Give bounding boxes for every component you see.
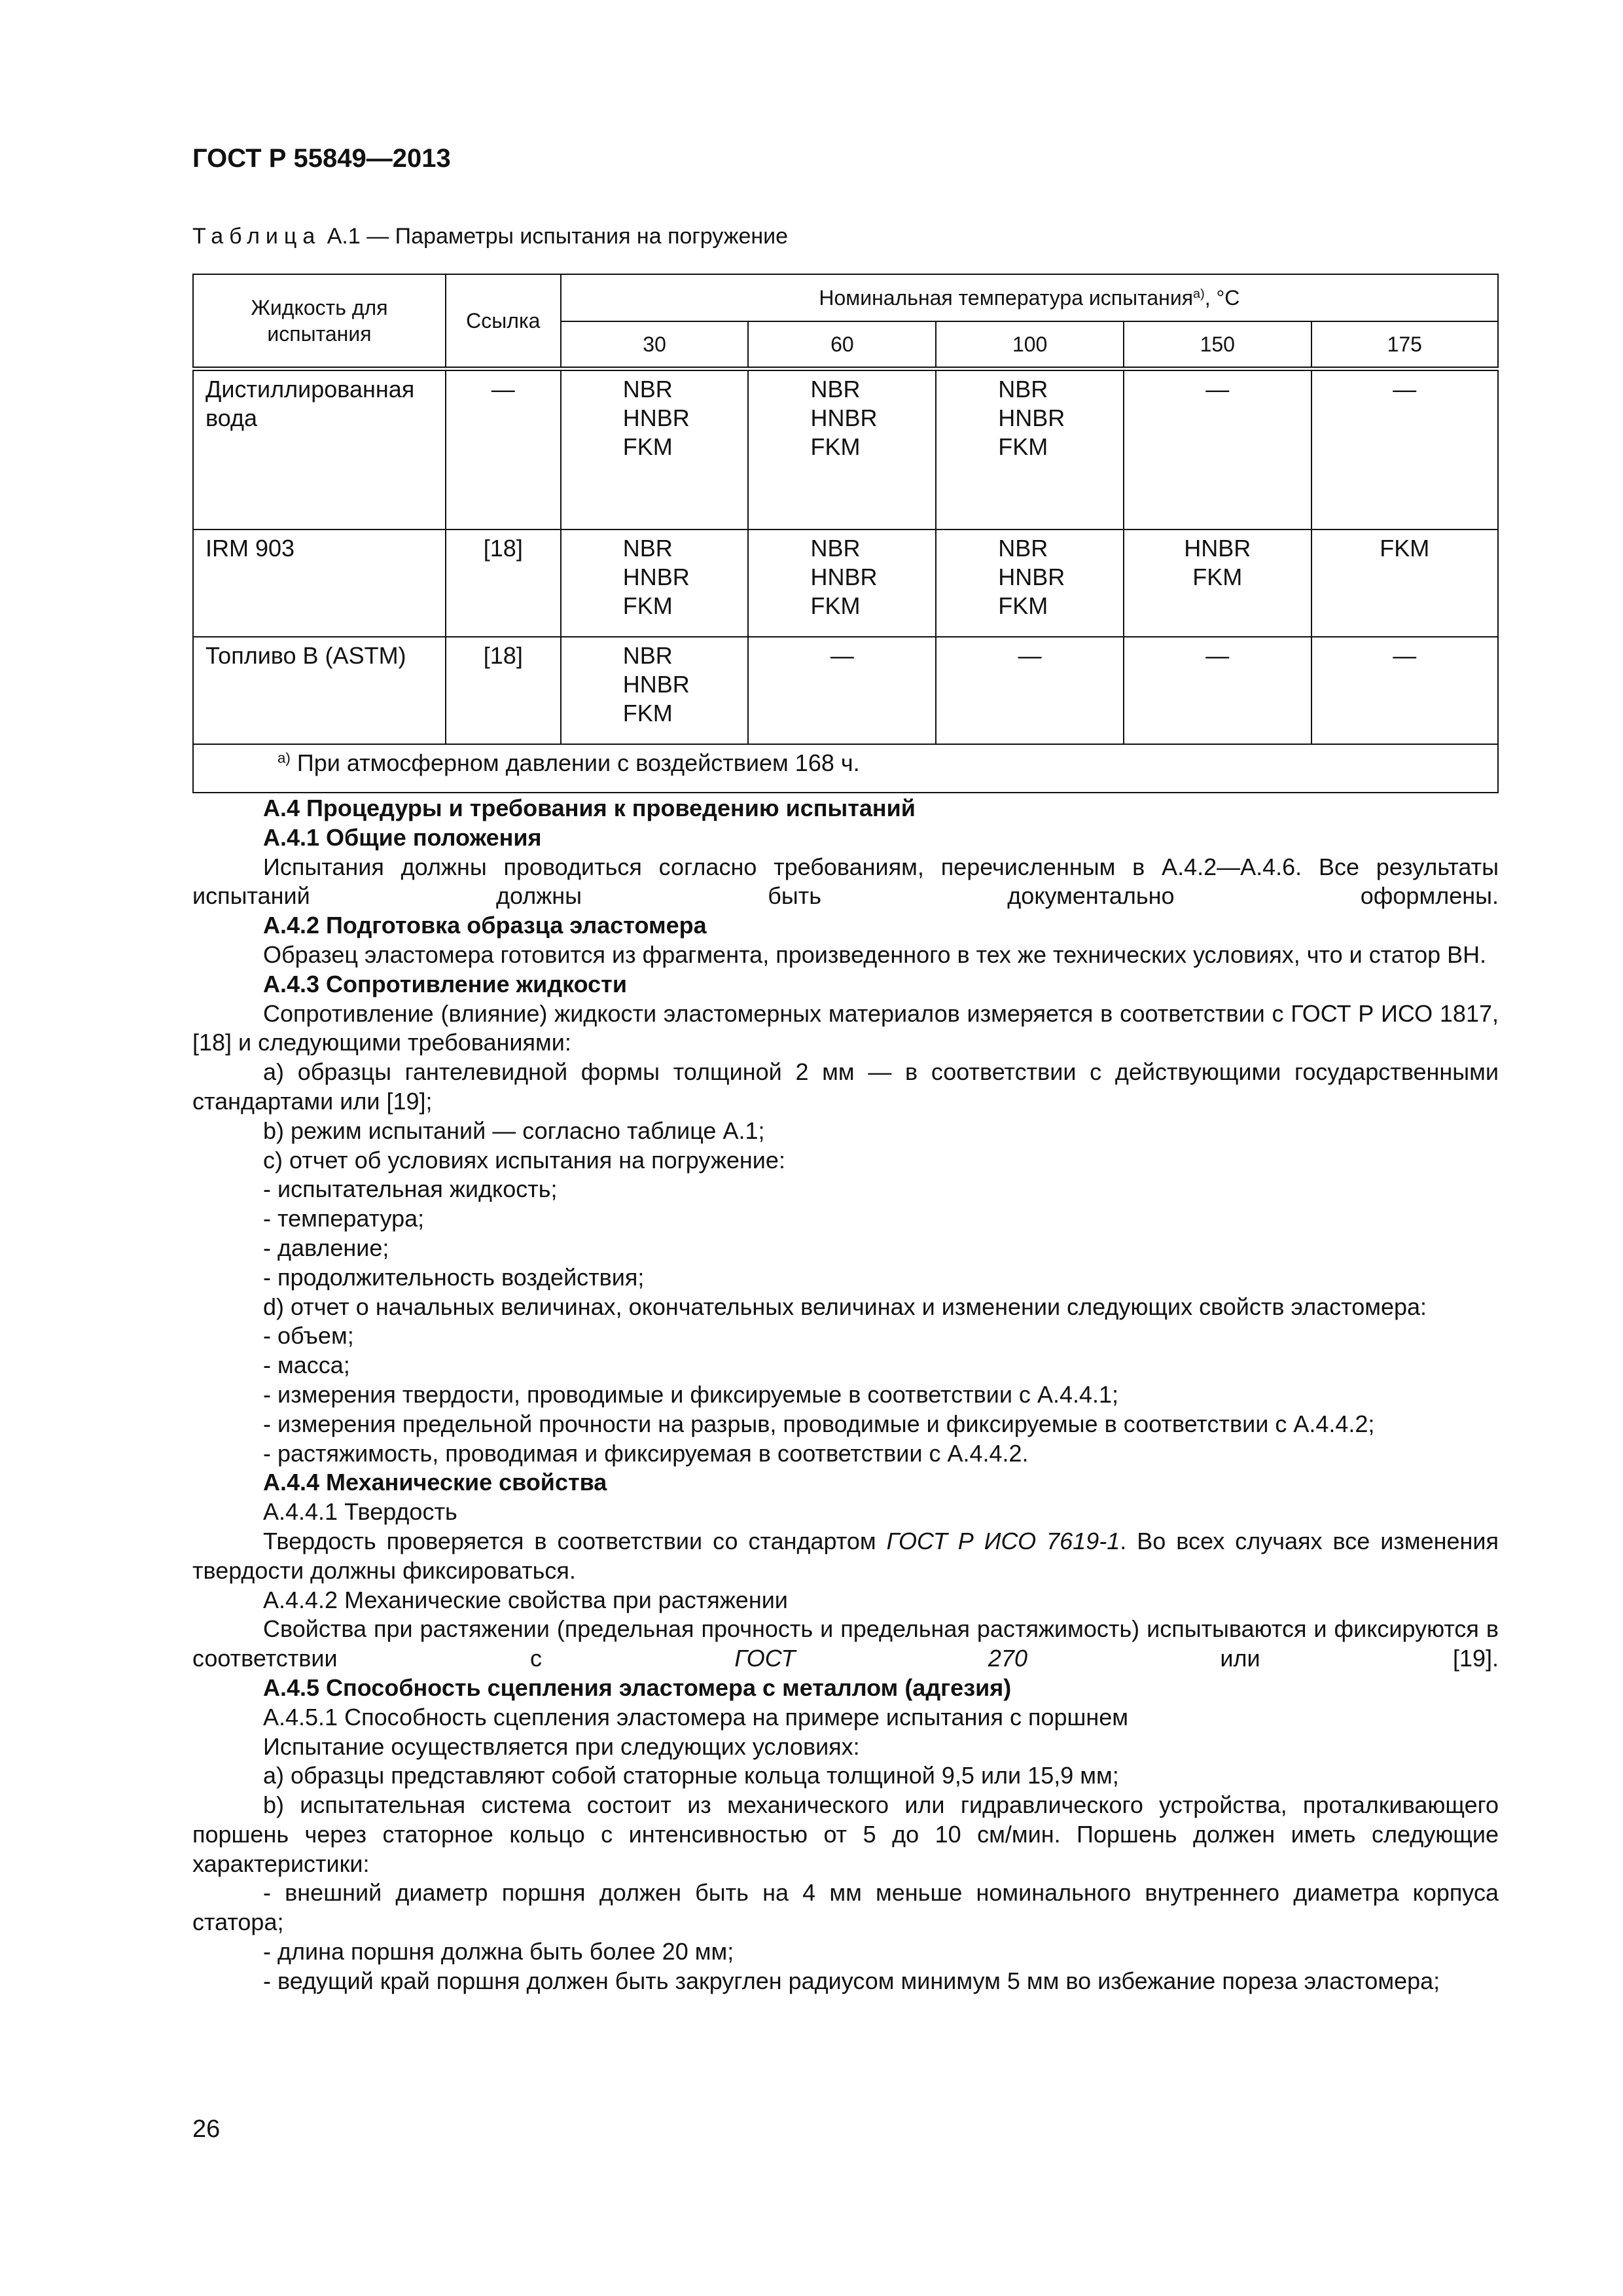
list-item: - ведущий край поршня должен быть закруглен радиусом минимум 5 мм во избежание пореза эластомера; <box>263 1967 1440 1994</box>
material-cell: — <box>748 637 936 744</box>
list-item: - испытательная жидкость; <box>263 1175 558 1203</box>
clause-heading: А.4.5.1 Способность сцепления эластомера на примере испытания с поршнем <box>263 1703 1129 1731</box>
col-header-temperature: Номинальная температура испытания$^{a)}$, °С <box>561 274 1498 321</box>
table-caption-text: А.1 — Параметры испытания на погружение <box>321 224 789 249</box>
material-cell: — <box>1311 637 1498 744</box>
list-item: d) отчет о начальных величинах, окончательных величинах и изменении следующих свойств эластомера: <box>263 1293 1427 1320</box>
fluid-cell: Дистиллированная вода <box>193 368 446 529</box>
document-header: ГОСТ Р 55849—2013 <box>192 144 451 173</box>
clause-heading: А.4.4.1 Твердость <box>263 1498 457 1526</box>
list-item: b) испытательная система состоит из механического или гидравлического устройства, проталкивающего поршень через статорное кольцо с интенсивностью от 5 до 10 см/мин. Поршень должен иметь следующие характеристики: <box>192 1791 1499 1877</box>
immersion-parameters-table <box>192 274 1499 793</box>
table-caption-label: Таблица <box>192 224 321 249</box>
temp-header-100: 100 <box>936 321 1124 368</box>
ref-cell: [18] <box>446 529 561 637</box>
list-item: - температура; <box>263 1205 425 1232</box>
subsection-heading: А.4.1 Общие положения <box>263 823 542 851</box>
paragraph: Сопротивление (влияние) жидкости эластомерных материалов измеряется в соответствии с ГОСТ Р ИСО 1817, [18] и следующими требованиями: <box>192 999 1499 1056</box>
temp-header-175: 175 <box>1311 321 1498 368</box>
paragraph: Твердость проверяется в соответствии со стандартом ГОСТ Р ИСО 7619-1. Во всех случаях все изменения твердости должны фиксироваться. <box>192 1527 1499 1584</box>
list-item: - продолжительность воздействия; <box>263 1263 645 1291</box>
col-header-fluid: Жидкость для испытания <box>193 274 446 368</box>
material-cell: — <box>1311 368 1498 529</box>
list-item: - внешний диаметр поршня должен быть на 4 мм меньше номинального внутреннего диаметра корпуса статора; <box>192 1879 1499 1936</box>
fluid-cell: IRM 903 <box>193 529 446 637</box>
subsection-heading: А.4.5 Способность сцепления эластомера с металлом (адгезия) <box>263 1674 1012 1701</box>
list-item: a) образцы представляют собой статорные кольца толщиной 9,5 или 15,9 мм; <box>263 1762 1119 1789</box>
material-cell: NBR HNBR FKM <box>748 529 936 637</box>
list-item: - растяжимость, проводимая и фиксируемая в соответствии с А.4.4.2. <box>263 1439 1029 1467</box>
subsection-heading: А.4.3 Сопротивление жидкости <box>263 970 627 997</box>
paragraph: Испытания должны проводиться согласно требованиям, перечисленным в А.4.2—А.4.6. Все результаты испытаний должны быть документально оформлены. <box>192 853 1499 910</box>
table-row <box>193 368 1498 529</box>
temp-header-150: 150 <box>1124 321 1311 368</box>
list-item: - измерения предельной прочности на разрыв, проводимые и фиксируемые в соответствии с А.4.4.2; <box>263 1410 1375 1437</box>
list-item: b) режим испытаний — согласно таблице А.1; <box>263 1117 765 1144</box>
table-row <box>193 637 1498 744</box>
list-item: a) образцы гантелевидной формы толщиной 2 мм — в соответствии с действующими государственными стандартами или [19]; <box>192 1058 1499 1115</box>
material-cell: NBR HNBR FKM <box>936 529 1124 637</box>
body-text <box>192 794 1499 1996</box>
material-cell: NBR HNBR FKM <box>561 637 749 744</box>
material-cell: NBR HNBR FKM <box>748 368 936 529</box>
temp-header-60: 60 <box>748 321 936 368</box>
list-item: c) отчет об условиях испытания на погружение: <box>263 1146 785 1174</box>
table-footnote: $^{a)}$ При атмосферном давлении с воздействием 168 ч. <box>193 744 1498 793</box>
col-header-ref: Ссылка <box>446 274 561 368</box>
list-item: - масса; <box>263 1352 350 1379</box>
material-cell: — <box>1124 368 1311 529</box>
paragraph: Образец эластомера готовится из фрагмента, произведенного в тех же технических условиях, что и статор ВН. <box>263 941 1487 968</box>
material-cell: HNBR FKM <box>1124 529 1311 637</box>
fluid-cell: Топливо B (ASTM) <box>193 637 446 744</box>
material-cell: NBR HNBR FKM <box>561 368 749 529</box>
temp-header-30: 30 <box>561 321 749 368</box>
list-item: - измерения твердости, проводимые и фиксируемые в соответствии с А.4.4.1; <box>263 1380 1119 1408</box>
subsection-heading: А.4.4 Механические свойства <box>263 1469 607 1496</box>
material-cell: NBR HNBR FKM <box>936 368 1124 529</box>
subsection-heading: А.4.2 Подготовка образца эластомера <box>263 912 707 939</box>
list-item: - длина поршня должна быть более 20 мм; <box>263 1938 734 1965</box>
clause-heading: А.4.4.2 Механические свойства при растяжении <box>263 1586 788 1613</box>
material-cell: — <box>1124 637 1311 744</box>
paragraph: Свойства при растяжении (предельная прочность и предельная растяжимость) испытываются и фиксируются в соответствии с ГОСТ 270 или [19]. <box>192 1615 1499 1672</box>
ref-cell: [18] <box>446 637 561 744</box>
material-cell: — <box>936 637 1124 744</box>
paragraph: Испытание осуществляется при следующих условиях: <box>263 1732 860 1760</box>
table-row <box>193 529 1498 637</box>
list-item: - давление; <box>263 1234 389 1261</box>
ref-cell: — <box>446 368 561 529</box>
material-cell: NBR HNBR FKM <box>561 529 749 637</box>
page-number: 26 <box>192 2115 221 2143</box>
section-heading: А.4 Процедуры и требования к проведению испытаний <box>263 795 916 821</box>
list-item: - объем; <box>263 1322 354 1350</box>
table-caption <box>192 224 788 249</box>
material-cell: FKM <box>1311 529 1498 637</box>
